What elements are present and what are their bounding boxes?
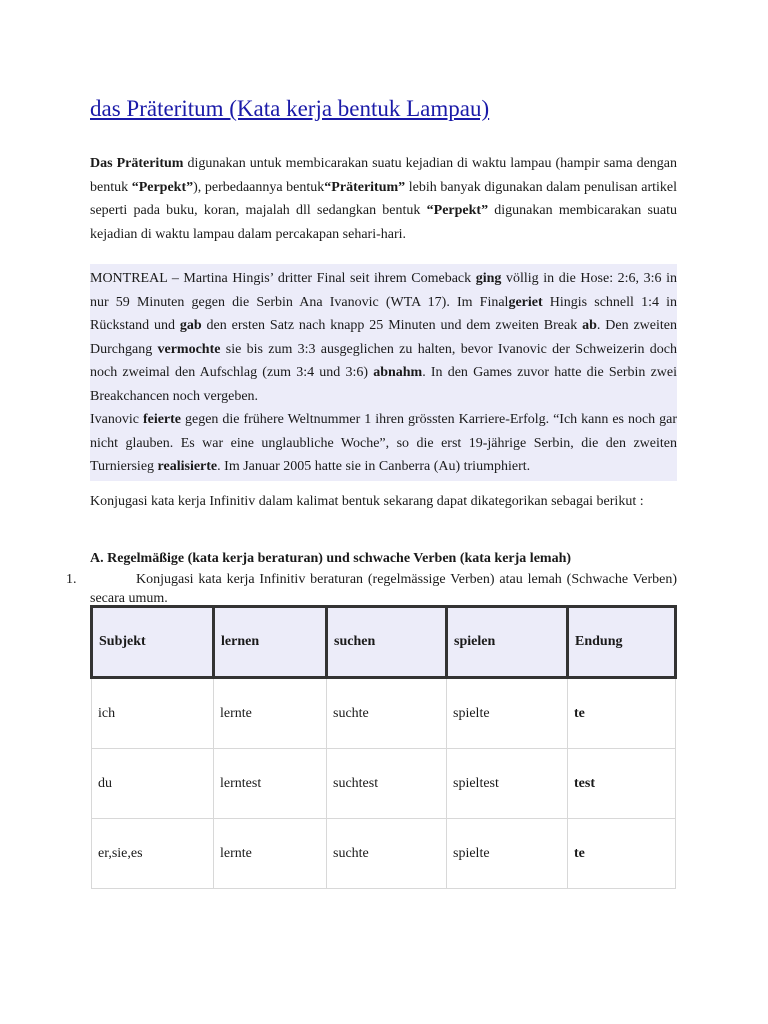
article-highlight-box (90, 264, 677, 481)
article-text: . Im Januar 2005 hatte sie in Canberra (Au) triumphiert. (217, 459, 531, 474)
cell-subjekt: du (92, 749, 214, 819)
article-text: . Den zweiten Durchgang (90, 318, 678, 357)
header-spielen: spielen (447, 607, 568, 678)
cell-spielen: spielte (447, 678, 568, 749)
cell-lernen: lernte (214, 678, 327, 749)
intro-text-2: ), perbedaannya bentuk (193, 179, 325, 195)
header-subjekt: Subjekt (92, 607, 214, 678)
cell-suchen: suchte (327, 678, 447, 749)
intro-prateritum: “Präteritum” (324, 179, 406, 195)
cell-lernen: lernte (214, 819, 327, 889)
table-header-row (92, 607, 676, 678)
article-text: MONTREAL – Martina Hingis’ dritter Final seit ihrem Comeback (90, 271, 476, 286)
table-row (92, 749, 676, 819)
highlighted-verb: gab (179, 318, 202, 333)
header-endung: Endung (568, 607, 676, 678)
cell-suchen: suchtest (327, 749, 447, 819)
article-text: . In den Games zuvor hatte die Serbin zwei Breakchancen noch vergeben. (90, 365, 677, 404)
article-text: völlig in die Hose: 2:6, 3:6 in nur 59 Minuten gegen die Serbin Ana Ivanovic (WTA 17). Im Final (90, 271, 677, 310)
cell-spielen: spieltest (447, 749, 568, 819)
intro-text-1: digunakan untuk membicarakan suatu kejadian di waktu lampau (hampir sama dengan bentuk (90, 156, 677, 195)
cell-endung: test (568, 749, 676, 819)
highlighted-verb: geriet (508, 294, 543, 310)
intro-term: Das Präteritum (90, 156, 184, 171)
table-row (92, 819, 676, 889)
conjugation-intro: Konjugasi kata kerja Infinitiv dalam kalimat bentuk sekarang dapat dikategorikan sebagai berikut : (90, 494, 644, 509)
article-paragraph-2 (90, 408, 677, 479)
table-row (92, 678, 676, 749)
conjugation-table (90, 605, 677, 889)
list-item-text: Konjugasi kata kerja Infinitiv beraturan (regelmässige Verben) atau lemah (Schwache Verben) secara umum. (90, 572, 677, 606)
article-text: sie bis zum 3:3 ausgeglichen zu halten, bevor Ivanovic der Schweizerin doch noch zweimal den Aufschlag (zum 3:4 und 3:6) (90, 341, 677, 380)
article-paragraph-1 (90, 267, 677, 408)
header-lernen: lernen (214, 607, 327, 678)
page-title-link[interactable]: das Präteritum (Kata kerja bentuk Lampau) (90, 96, 490, 121)
intro-text-3: lebih banyak digunakan dalam penulisan artikel seperti pada buku, koran, majalah dll sedangkan bentuk (90, 179, 678, 218)
cell-endung: te (568, 819, 676, 889)
header-suchen: suchen (327, 607, 447, 678)
highlighted-verb: ging (475, 271, 502, 286)
list-item-number: 1. (66, 572, 77, 587)
highlighted-verb: vermochte (157, 341, 221, 357)
highlighted-verb: ab (582, 318, 597, 333)
cell-endung: te (568, 678, 676, 749)
section-a-heading: A. Regelmäßige (kata kerja beraturan) und schwache Verben (kata kerja lemah) (90, 551, 572, 566)
list-item-1 (66, 570, 677, 608)
article-text: Hingis schnell 1:4 in Rückstand und (90, 294, 677, 333)
article-text: Ivanovic (90, 412, 143, 427)
cell-spielen: spielte (447, 819, 568, 889)
intro-text-4: digunakan membicarakan suatu kejadian di waktu lampau dalam percakapan sehari-hari. (90, 203, 677, 242)
cell-suchen: suchte (327, 819, 447, 889)
cell-subjekt: er,sie,es (92, 819, 214, 889)
highlighted-verb: abnahm (373, 365, 423, 380)
intro-perpekt-1: “Perpekt” (131, 179, 194, 195)
highlighted-verb: realisierte (157, 459, 218, 474)
intro-perpekt-2: “Perpekt” (426, 203, 489, 218)
intro-paragraph (90, 152, 677, 246)
cell-subjekt: ich (92, 678, 214, 749)
article-text: den ersten Satz nach knapp 25 Minuten und dem zweiten Break (201, 318, 583, 333)
cell-lernen: lerntest (214, 749, 327, 819)
highlighted-verb: feierte (142, 412, 182, 427)
article-text: gegen die frühere Weltnummer 1 ihren grössten Karriere-Erfolg. “Ich kann es noch gar nicht glauben. Es war eine unglaubliche Woche”, so die erst 19-jährige Serbin, die den zweiten Turniersieg (90, 412, 677, 474)
